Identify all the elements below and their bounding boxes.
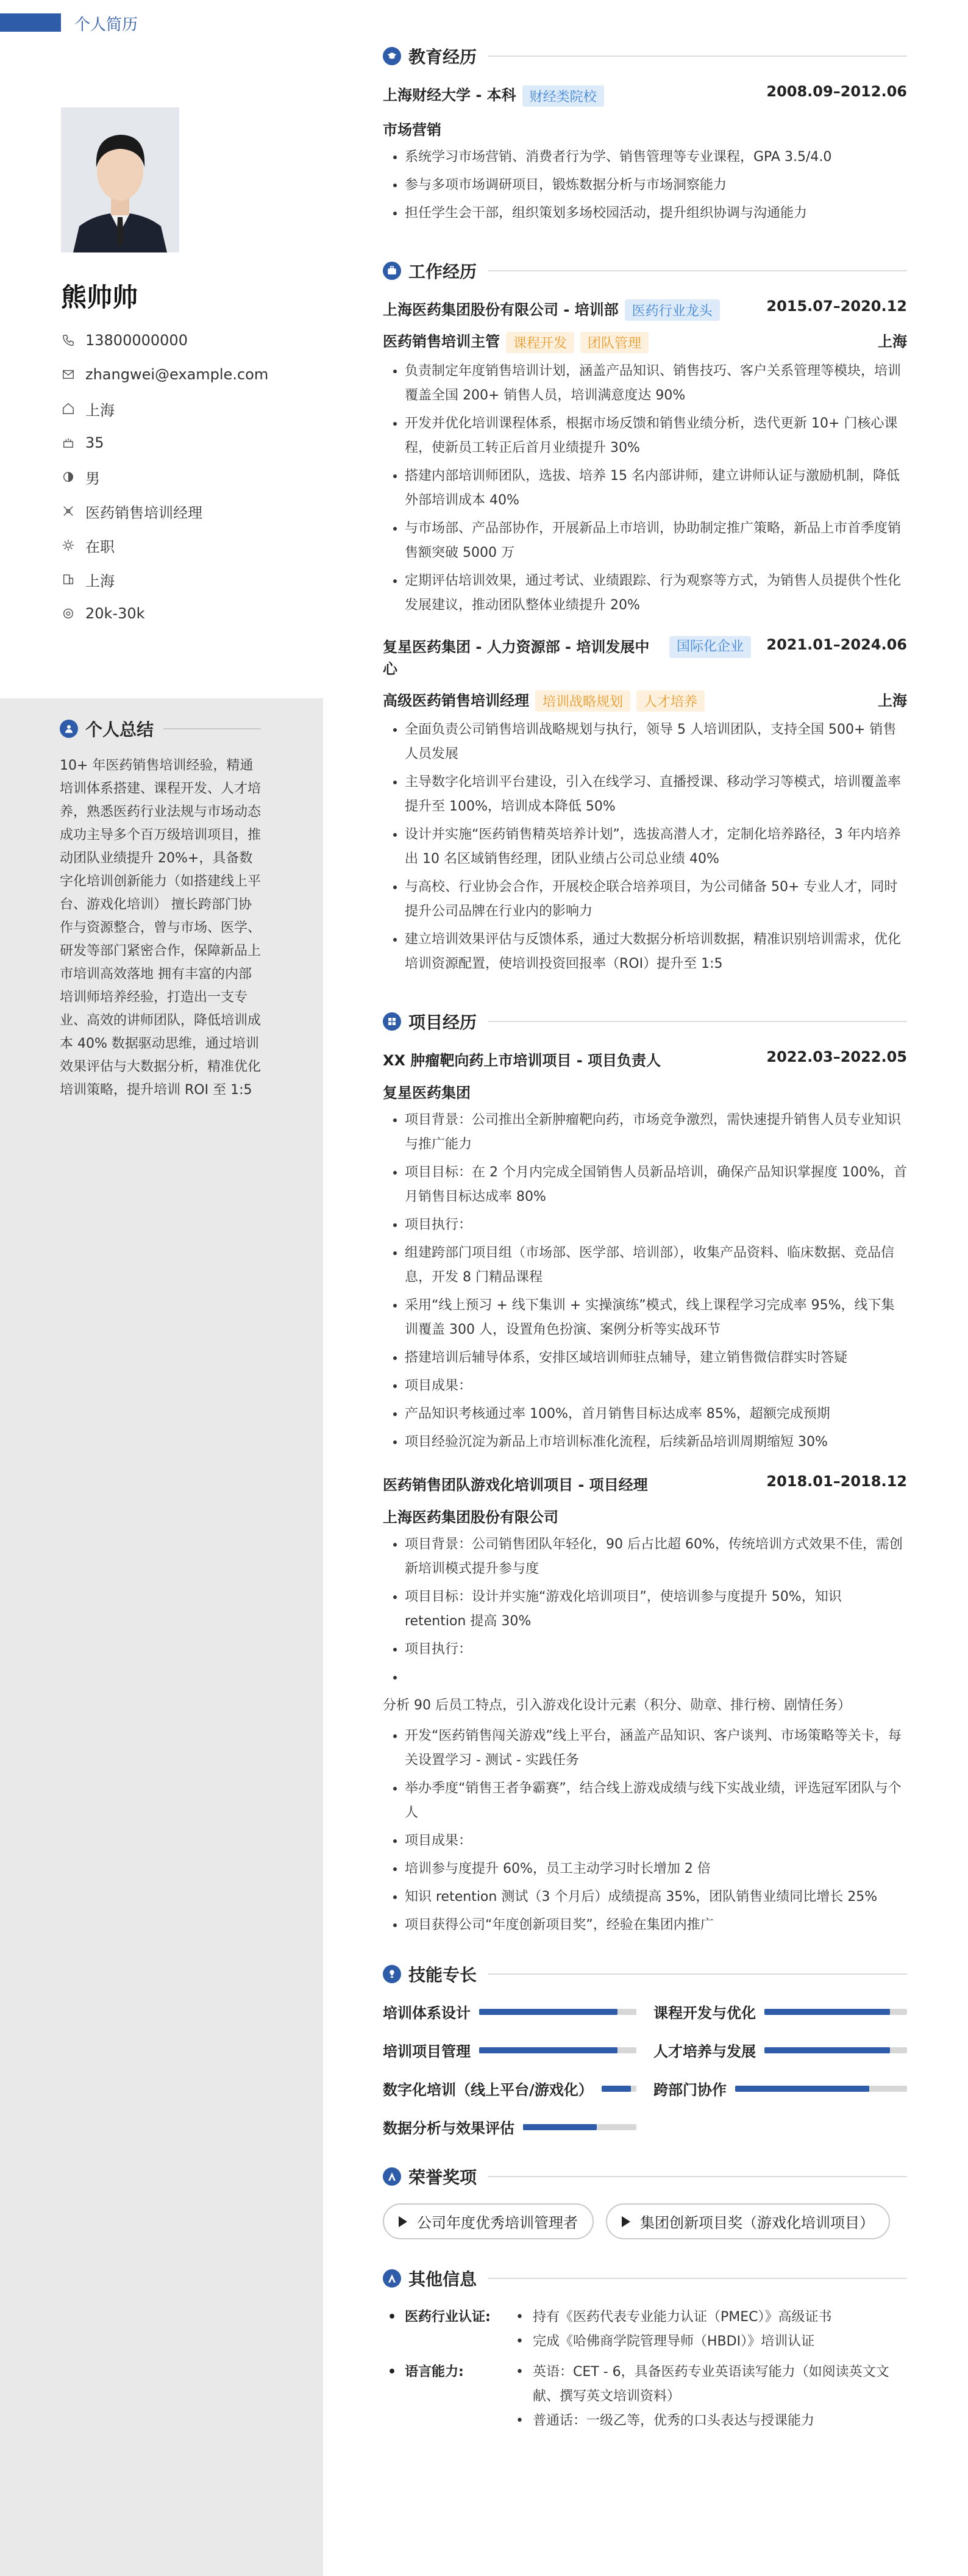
other-key: • 医药行业认证: <box>383 2305 511 2354</box>
project-name: XX 肿瘤靶向药上市培训项目 - 项目负责人 <box>383 1052 661 1069</box>
project-company: 上海医药集团股份有限公司 <box>383 1509 558 1526</box>
other-title: 其他信息 <box>408 2269 477 2289</box>
summary-title: 个人总结 <box>85 720 154 740</box>
education-row <box>383 83 907 107</box>
skill-name: 跨部门协作 <box>653 2081 727 2098</box>
info-job <box>61 494 268 528</box>
salary-icon <box>61 606 76 621</box>
graduation-cap-icon <box>383 47 401 65</box>
awards-list <box>383 2203 907 2239</box>
header-accent-bar <box>0 13 61 32</box>
list-item: • 与高校、行业协会合作，开展校企联合培养项目，为公司储备 50+ 专业人才，同时提升公司品牌在行业内的影响力 <box>405 875 907 924</box>
info-location-text: 上海 <box>85 572 115 590</box>
info-phone <box>61 323 268 357</box>
info-location <box>61 562 268 596</box>
skill-bar-fill <box>479 2047 617 2053</box>
skill-name: 人才培养与发展 <box>653 2043 756 2060</box>
education-section <box>383 44 907 226</box>
info-email <box>61 357 268 392</box>
info-gender <box>61 460 268 494</box>
projects-title: 项目经历 <box>408 1012 477 1032</box>
other-value: • 英语：CET - 6，具备医药专业英语读写能力（如阅读英文文献、撰写英文培训资料） <box>511 2360 907 2409</box>
skills-section <box>383 1962 907 2138</box>
award-text: 公司年度优秀培训管理者 <box>417 2214 578 2231</box>
skill-bar <box>602 2086 636 2092</box>
list-item: • 开发“医药销售闯关游戏”线上平台，涵盖产品知识、客户谈判、市场策略等关卡，每关设置学习 - 测试 - 实践任务 <box>405 1724 907 1773</box>
role-name: 医药销售培训主管 <box>383 333 500 350</box>
summary-heading <box>60 717 261 741</box>
skill-bar <box>523 2124 636 2130</box>
projects-divider <box>488 1021 907 1022</box>
project-list <box>383 1724 907 1937</box>
other-key: • 语言能力: <box>383 2360 511 2433</box>
job-icon <box>61 504 76 518</box>
award-chip <box>383 2203 594 2239</box>
info-home-text: 上海 <box>85 401 115 419</box>
skill-bar-fill <box>735 2086 869 2092</box>
summary-section <box>60 717 261 1102</box>
skill-name: 课程开发与优化 <box>653 2005 756 2022</box>
info-email-text: zhangwei@example.com <box>85 366 269 383</box>
list-item: • 担任学生会干部，组织策划多场校园活动，提升组织协调与沟通能力 <box>405 201 907 226</box>
list-item: • 全面负责公司销售培训战略规划与执行，领导 5 人培训团队，支持全国 500+ 销售人员发展 <box>405 718 907 767</box>
role-tag: 课程开发 <box>506 332 574 353</box>
skill-bar-fill <box>602 2086 632 2092</box>
list-item: • 参与多项市场调研项目，锻炼数据分析与市场洞察能力 <box>405 173 907 198</box>
education-divider <box>488 55 907 57</box>
page-title: 个人简历 <box>74 16 138 34</box>
project-entry <box>383 1473 907 1937</box>
skill-name: 数据分析与效果评估 <box>383 2120 514 2137</box>
grid-icon <box>383 1012 401 1031</box>
skills-grid <box>383 2001 907 2138</box>
skill-item <box>653 2078 907 2099</box>
work-section <box>383 259 907 977</box>
age-icon <box>61 435 76 450</box>
projects-heading <box>383 1009 907 1034</box>
education-list <box>383 145 907 226</box>
list-item: • 与市场部、产品部协作，开展新品上市培训，协助制定推广策略，新品上市首季度销售额突破 5000 万 <box>405 517 907 565</box>
awards-heading <box>383 2164 907 2189</box>
awards-title: 荣誉奖项 <box>408 2167 477 2188</box>
skills-divider <box>488 1973 907 1975</box>
skill-bar <box>479 2047 636 2053</box>
list-item: • 搭建内部培训师团队，选拔、培养 15 名内部讲师，建立讲师认证与激励机制，降低外部培训成本 40% <box>405 464 907 513</box>
list-item: • 项目执行： <box>405 1213 907 1237</box>
skill-bar <box>735 2086 907 2092</box>
role-name: 高级医药销售培训经理 <box>383 692 529 709</box>
other-values <box>511 2360 907 2433</box>
skill-bar-fill <box>764 2047 890 2053</box>
list-item: • 项目目标：设计并实施“游戏化培训项目”，使培训参与度提升 50%，知识 retention 提高 30% <box>405 1585 907 1634</box>
list-item: • 培训参与度提升 60%，员工主动学习时长增加 2 倍 <box>405 1857 907 1881</box>
skill-name: 培训体系设计 <box>383 2005 471 2022</box>
project-row <box>383 1048 907 1070</box>
skill-item <box>383 2001 636 2022</box>
other-divider <box>488 2278 907 2279</box>
company-name: 复星医药集团 - 人力资源部 - 培训发展中心 <box>383 638 650 678</box>
work-heading <box>383 259 907 283</box>
list-item: • 组建跨部门项目组（市场部、医学部、培训部），收集产品资料、临床数据、竞品信息，开发 8 门精品课程 <box>405 1241 907 1290</box>
company-name: 上海医药集团股份有限公司 - 培训部 <box>383 301 619 318</box>
award-text: 集团创新项目奖（游戏化培训项目） <box>640 2214 874 2231</box>
skill-icon <box>383 1965 401 1983</box>
list-item <box>405 1665 907 1690</box>
projects-section <box>383 1009 907 1937</box>
role-tag: 团队管理 <box>580 332 649 353</box>
other-value: • 持有《医药代表专业能力认证（PMEC）》高级证书 <box>511 2305 907 2330</box>
info-salary <box>61 596 268 631</box>
info-phone-text: 13800000000 <box>85 332 188 349</box>
home-icon <box>61 401 76 416</box>
job-row <box>383 636 907 680</box>
other-heading <box>383 2266 907 2291</box>
list-item: • 举办季度“销售王者争霸赛”，结合线上游戏成绩与线下实战业绩，评选冠军团队与个人 <box>405 1776 907 1825</box>
list-item: • 产品知识考核通过率 100%，首月销售目标达成率 85%，超额完成预期 <box>405 1402 907 1426</box>
project-period: 2018.01–2018.12 <box>766 1473 907 1490</box>
list-item: • 设计并实施“医药销售精英培养计划”，选拔高潜人才，定制化培养路径，3 年内培养出 10 名区域销售经理，团队业绩占公司总业绩 40% <box>405 823 907 871</box>
info-status-text: 在职 <box>85 538 115 556</box>
phone-icon <box>61 333 76 348</box>
project-name: 医药销售团队游戏化培训项目 - 项目经理 <box>383 1476 648 1494</box>
education-period: 2008.09–2012.06 <box>766 83 907 100</box>
candidate-name: 熊帅帅 <box>61 282 138 312</box>
other-values <box>511 2305 907 2354</box>
summary-divider <box>163 728 261 729</box>
info-icon <box>383 2269 401 2288</box>
info-home <box>61 392 268 426</box>
job-entry <box>383 636 907 977</box>
list-item: • 负责制定年度销售培训计划，涵盖产品知识、销售技巧、客户关系管理等模块，培训覆盖全国 200+ 销售人员，培训满意度达 90% <box>405 359 907 408</box>
main-content <box>383 44 907 2433</box>
play-icon <box>622 2216 630 2227</box>
list-item: • 建立培训效果评估与反馈体系，通过大数据分析培训数据，精准识别培训需求，优化培训资源配置，使培训投资回报率（ROI）提升至 1:5 <box>405 928 907 976</box>
role-row <box>383 329 907 353</box>
list-item: • 项目经验沉淀为新品上市培训标准化流程，后续新品培训周期缩短 30% <box>405 1430 907 1454</box>
list-item: • 开发并优化培训课程体系，根据市场反馈和销售业绩分析，迭代更新 10+ 门核心课程，使新员工转正后首月业绩提升 30% <box>405 412 907 460</box>
skill-bar <box>479 2009 636 2015</box>
award-chip <box>606 2203 890 2239</box>
skill-bar-fill <box>479 2009 617 2015</box>
status-icon <box>61 538 76 553</box>
avatar <box>61 107 179 252</box>
job-period: 2015.07–2020.12 <box>766 297 907 315</box>
list-item: • 项目成果： <box>405 1374 907 1398</box>
project-period: 2022.03–2022.05 <box>766 1048 907 1065</box>
skill-item <box>383 2078 636 2099</box>
gender-icon <box>61 470 76 484</box>
job-entry <box>383 298 907 618</box>
summary-text: 10+ 年医药销售培训经验，精通培训体系搭建、课程开发、人才培养，熟悉医药行业法规与市场动态 成功主导多个百万级培训项目，推动团队业绩提升 20%+，具备数字化培训创新能力（如搭建线上平台、游戏化培训） 擅长跨部门协作与资源整合，曾与市场、医学、研发等部门紧密合作，保障新品上市培训高效落地 拥有丰富的内部培训师培养经验，打造出一支专业、高效的讲师团队，降低培训成本 40% 数据驱动思维，通过培训效果评估与大数据分析，精准优化培训策略，提升培训 ROI 至 1:5 <box>60 758 262 1098</box>
skill-name: 培训项目管理 <box>383 2043 471 2060</box>
skill-bar-fill <box>764 2009 890 2015</box>
skill-bar <box>764 2047 907 2053</box>
award-icon <box>383 2167 401 2186</box>
project-company: 复星医药集团 <box>383 1084 471 1101</box>
major: 市场营销 <box>383 121 441 138</box>
info-job-text: 医药销售培训经理 <box>85 504 202 521</box>
email-icon <box>61 367 76 382</box>
company-tag: 医药行业龙头 <box>625 299 720 321</box>
skill-item <box>653 2001 907 2022</box>
other-section <box>383 2266 907 2433</box>
play-icon <box>399 2216 407 2227</box>
list-item: • 项目目标：在 2 个月内完成全国销售人员新品培训，确保产品知识掌握度 100%，首月销售目标达成率 80% <box>405 1161 907 1209</box>
work-divider <box>488 270 907 271</box>
project-entry <box>383 1048 907 1454</box>
work-title: 工作经历 <box>408 261 477 282</box>
info-age <box>61 426 268 460</box>
job-location: 上海 <box>878 692 907 709</box>
other-row <box>383 2305 907 2354</box>
list-item: • 知识 retention 测试（3 个月后）成绩提高 35%，团队销售业绩同比增长 25% <box>405 1885 907 1909</box>
briefcase-icon <box>383 262 401 280</box>
skills-title: 技能专长 <box>408 1965 477 1985</box>
list-item: • 项目成果： <box>405 1829 907 1853</box>
other-row <box>383 2360 907 2433</box>
skill-item <box>653 2039 907 2061</box>
list-item: • 主导数字化培训平台建设，引入在线学习、直播授课、移动学习等模式，培训覆盖率提升至 100%，培训成本降低 50% <box>405 770 907 819</box>
job-duties-list <box>383 718 907 976</box>
education-heading <box>383 44 907 68</box>
list-item: • 项目执行： <box>405 1637 907 1662</box>
list-item: • 搭建培训后辅导体系，安排区域培训师驻点辅导，建立销售微信群实时答疑 <box>405 1346 907 1370</box>
job-period: 2021.01–2024.06 <box>766 635 907 653</box>
contact-info-list <box>61 323 268 631</box>
school-name: 上海财经大学 - 本科 <box>383 87 516 104</box>
info-gender-text: 男 <box>85 470 100 487</box>
skill-item <box>383 2116 636 2138</box>
project-list <box>383 1108 907 1454</box>
list-item: • 项目背景：公司销售团队年轻化，90 后占比超 60%，传统培训方式效果不佳，需创新培训模式提升参与度 <box>405 1533 907 1581</box>
role-tag: 人才培养 <box>636 690 705 712</box>
skill-name: 数字化培训（线上平台/游戏化） <box>383 2081 593 2098</box>
awards-divider <box>488 2176 907 2177</box>
other-list <box>383 2305 907 2433</box>
list-item: • 采用“线上预习 + 线下集训 + 实操演练”模式，线上课程学习完成率 95%，线下集训覆盖 300 人，设置角色扮演、案例分析等实战环节 <box>405 1293 907 1342</box>
role-row <box>383 689 907 712</box>
list-item: • 项目获得公司“年度创新项目奖”，经验在集团内推广 <box>405 1913 907 1937</box>
list-item: • 定期评估培训效果，通过考试、业绩跟踪、行为观察等方式，为销售人员提供个性化发展建议，推动团队整体业绩提升 20% <box>405 569 907 618</box>
school-tag: 财经类院校 <box>522 85 604 107</box>
role-tag: 培训战略规划 <box>535 690 630 712</box>
list-item: • 系统学习市场营销、消费者行为学、销售管理等专业课程，GPA 3.5/4.0 <box>405 145 907 170</box>
building-icon <box>61 572 76 587</box>
other-value: • 完成《哈佛商学院管理导师（HBDI）》培训认证 <box>511 2330 907 2354</box>
education-title: 教育经历 <box>408 47 477 67</box>
company-tag: 国际化企业 <box>669 636 751 658</box>
awards-section <box>383 2164 907 2239</box>
skills-heading <box>383 1962 907 1986</box>
other-value: • 普通话：一级乙等，优秀的口头表达与授课能力 <box>511 2409 907 2433</box>
skill-bar-fill <box>523 2124 597 2130</box>
project-plain-text: 分析 90 后员工特点，引入游戏化设计元素（积分、勋章、排行榜、剧情任务） <box>383 1698 851 1713</box>
project-list <box>383 1533 907 1690</box>
info-status <box>61 528 268 562</box>
skill-bar <box>764 2009 907 2015</box>
project-row <box>383 1473 907 1494</box>
user-icon <box>60 720 78 738</box>
info-salary-text: 20k-30k <box>85 605 145 622</box>
info-age-text: 35 <box>85 434 104 451</box>
job-location: 上海 <box>878 333 907 350</box>
list-item: • 项目背景：公司推出全新肿瘤靶向药，市场竞争激烈，需快速提升销售人员专业知识与推广能力 <box>405 1108 907 1157</box>
job-duties-list <box>383 359 907 618</box>
skill-item <box>383 2039 636 2061</box>
job-row <box>383 298 907 321</box>
